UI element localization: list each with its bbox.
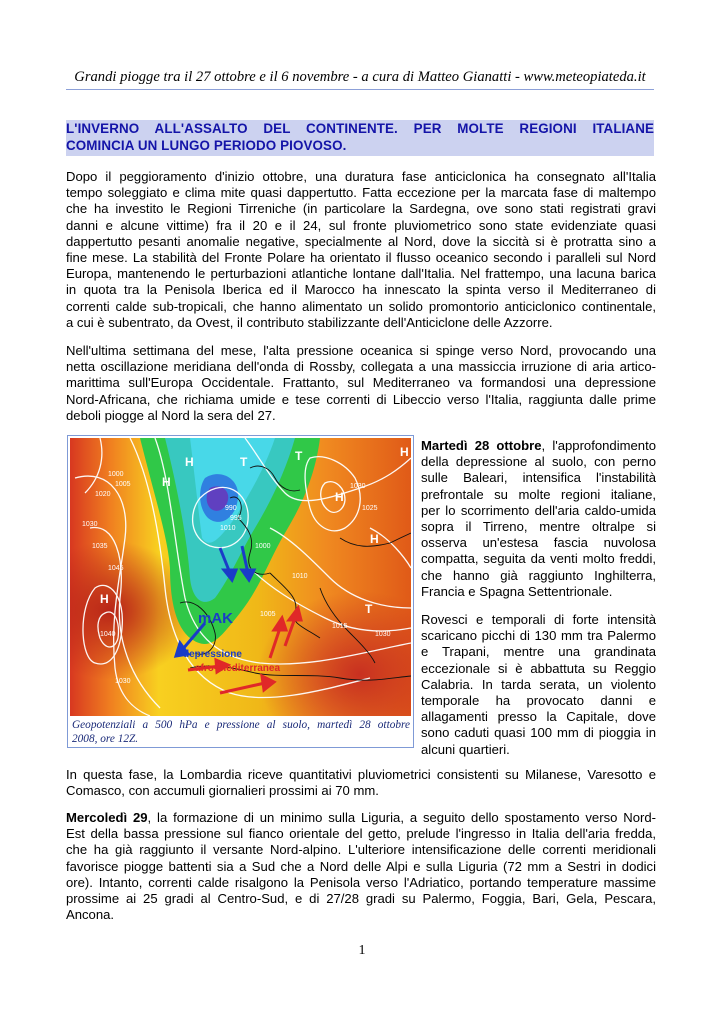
isobar-label: 995	[230, 515, 242, 522]
text-line: a cui è subentrato, da Ovest, il contributo stabilizzante dell'Anticiclone delle Azzorre.	[66, 314, 553, 330]
text-line: Rovesci e temporali di forte intensità	[421, 612, 656, 627]
text-line	[421, 438, 656, 454]
text-line: Europa, mantenendo le perturbazioni atlantiche lontane dall'Italia. Nel frattempo, una lacuna barica	[66, 266, 656, 282]
text-line: che ha investito le Regioni Tirreniche (in particolare la Sardegna, ove sono stati registrati gravi	[66, 201, 656, 217]
text-line: che ha già raggiunto il versante Nord-alpino. L'ulteriore intensificazione delle correnti meridionali	[66, 842, 656, 858]
text-line: alcuni quartieri.	[421, 741, 510, 757]
page-number: 1	[358, 943, 366, 958]
text-line: Dopo il peggioramento d'inizio ottobre, una duratura fase anticiclonica ha consegnato all'Italia	[66, 169, 656, 184]
text-line: prossime ai 25 gradi al Centro-Sud, e di 27/28 gradi su Palermo, Foggia, Bari, Gela, Pescara,	[66, 891, 656, 907]
isobar-label: 1010	[292, 573, 308, 580]
text-line: Nell'ultima settimana del mese, l'alta pressione oceanica si spinge verso Nord, provocando una	[66, 343, 656, 358]
isobar-label: 1020	[95, 491, 111, 498]
isobar-label: 1030	[82, 521, 98, 528]
text-line: e Trapani, mentre una grandinata	[421, 644, 656, 660]
paragraph-tuesday	[421, 438, 656, 600]
text-line: Comasco, con accumuli giornalieri prossimi ai 70 mm.	[66, 783, 379, 799]
high-label: H	[335, 490, 344, 504]
isobar-label: 1025	[362, 505, 378, 512]
paragraph-last-week	[66, 343, 656, 424]
weather-map-graphic	[70, 438, 411, 716]
section-title	[66, 120, 654, 156]
figure-caption	[72, 719, 410, 746]
text-line: Ancona.	[66, 907, 115, 923]
title-line-1: L'INVERNO ALL'ASSALTO DEL CONTINENTE. PER MOLTE REGIONI ITALIANE	[66, 121, 654, 136]
text-line: sono caduti quasi 100 mm di pioggia in	[421, 725, 656, 741]
isobar-label: 1035	[92, 543, 108, 550]
high-label: H	[162, 475, 171, 489]
caption-line: 2008, ore 12Z.	[72, 732, 139, 745]
low-label: T	[365, 602, 373, 616]
text-line: tempo soleggiato e clima mite quasi dappertutto. Fatta eccezione per la marcata fase di maltempo	[66, 185, 656, 201]
isobar-label: 1015	[332, 623, 348, 630]
text-line: fine mese. La stabilità del Fronte Polare ha orientato il flusso oceanico secondo i paralleli sul Nord	[66, 250, 656, 266]
high-label: H	[100, 592, 109, 606]
text-line: marittima sull'Europa Occidentale. Frattanto, sul Mediterraneo va formandosi una depressione	[66, 375, 656, 391]
text-line: netta oscillazione meridiana dell'onda di Rossby, collegata a una massiccia irruzione di aria artico-	[66, 359, 656, 375]
title-line-2: COMINCIA UN LUNGO PERIODO PIOVOSO.	[66, 138, 347, 153]
text-line: per lo scorrimento dell'aria caldo-umida	[421, 502, 656, 518]
text-line: Calabria. In tarda serata, un violento	[421, 676, 656, 692]
weather-map-figure	[67, 435, 414, 748]
text-line: eccezionale si è abbattuta su Reggio	[421, 660, 656, 676]
paragraph-intro	[66, 169, 656, 331]
depression-label-1: depressione	[183, 649, 242, 660]
isobar-label: 1010	[220, 525, 236, 532]
text-line	[66, 810, 656, 826]
isobar-label: 1000	[255, 543, 271, 550]
text-line: osserva un'estesa fascia nuvolosa	[421, 535, 656, 551]
text-line: sulle Baleari, intensifica l'instabilità	[421, 470, 656, 486]
low-label: T	[295, 449, 303, 463]
text-line: compatta, seguita da venti molto freddi,	[421, 551, 656, 567]
isobar-label: 1000	[108, 471, 124, 478]
isobar-label: 1005	[260, 611, 276, 618]
text-line: della depressione al suolo, con perno	[421, 454, 656, 470]
low-label: T	[240, 455, 248, 469]
mak-label: mAK	[198, 610, 234, 627]
text-line: scaricano picchi di 130 mm tra Palermo	[421, 628, 656, 644]
text-fragment: , la formazione di un minimo sulla Liguria, a seguito dello spostamento verso Nord-	[147, 810, 656, 825]
text-line: temporale ha provocato danni e	[421, 693, 656, 709]
paragraph-wednesday	[66, 810, 656, 923]
isobar-label: 1030	[350, 483, 366, 490]
text-line: Francia e Spagna Settentrionale.	[421, 583, 613, 599]
text-line: ore). Intanto, correnti calde risalgono la Penisola verso l'Adriatico, portando temperature massime	[66, 874, 656, 890]
text-line: dappertutto pesanti anomalie negative, specialmente al Nord, dove la siccità si è protratta sino a	[66, 233, 656, 249]
isobar-label: 990	[225, 505, 237, 512]
text-line: Nord-Africana, che richiama umide e tese correnti di Libeccio verso l'Italia, raggiunta dalle prime	[66, 391, 656, 407]
text-line: allagamenti presso la Capitale, dove	[421, 709, 656, 725]
weather-map	[70, 438, 411, 716]
text-line: In questa fase, la Lombardia riceve quantitativi pluviometrici consistenti su Milanese, Varesotto e	[66, 767, 656, 782]
depression-label-2: afro-mediterranea	[195, 663, 281, 674]
paragraph-lombardia	[66, 767, 656, 799]
text-line: correnti calde sub-tropicali, che hanno alimentato un solido promontorio anticiclonico continentale,	[66, 298, 656, 314]
text-line: che hanno già raggiunto Inghilterra,	[421, 567, 656, 583]
high-label: H	[400, 445, 409, 459]
text-line: in quota tra la Penisola Iberica ed il Marocco ha innescato la spinta verso il Mediterraneo di	[66, 282, 656, 298]
isobar-label: 1030	[115, 678, 131, 685]
text-fragment: , l'approfondimento	[541, 438, 656, 453]
isobar-label: 1040	[100, 631, 116, 638]
isobar-label: 1005	[115, 481, 131, 488]
paragraph-storms	[421, 612, 656, 758]
text-line: prefrontale su molte regioni italiane,	[421, 486, 656, 502]
caption-line: Geopotenziali a 500 hPa e pressione al suolo, martedì 28 ottobre	[72, 719, 410, 731]
isobar-label: 1045	[108, 565, 124, 572]
text-line: deboli piogge al Nord la sera del 27.	[66, 407, 276, 423]
date-lead: Mercoledì 29	[66, 810, 148, 825]
isobar-label: 1030	[375, 631, 391, 638]
high-label: H	[185, 455, 194, 469]
text-line: danni e alcune vittime) fra il 20 e il 24, sul fronte pluviometrico sono state evidenziate quasi	[66, 217, 656, 233]
date-lead: Martedì 28 ottobre	[421, 438, 542, 453]
text-line: sopra il Tirreno, mentre oltralpe si	[421, 519, 656, 535]
text-line: Est della bassa pressione sul fianco orientale del getto, prelude l'ingresso in Italia dell'aria fredda,	[66, 826, 656, 842]
text-line: favorisce piogge battenti sia a Sud che a Nord delle Alpi e sulla Liguria (72 mm a Sestri in dodici	[66, 858, 656, 874]
high-label: H	[370, 532, 379, 546]
page-header: Grandi piogge tra il 27 ottobre e il 6 novembre - a cura di Matteo Gianatti - www.meteopiateda.it	[66, 69, 654, 90]
